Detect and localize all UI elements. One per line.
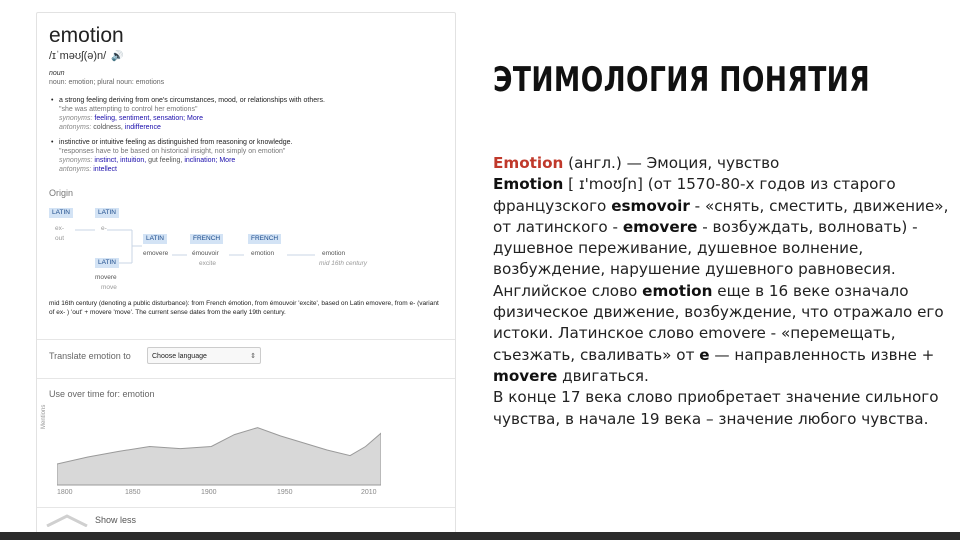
slide-title: ЭТИМОЛОГИЯ ПОНЯТИЯ xyxy=(493,60,871,100)
text: - возбуждать, волновать) - душевное переживание, душевное волнение, возбуждение, нарушение душевного равновесия. xyxy=(493,217,918,279)
y-axis-label: Mentions xyxy=(41,404,47,429)
dictionary-panel xyxy=(36,12,456,534)
origin-tag-latin: LATIN xyxy=(95,258,119,268)
x-tick: 2010 xyxy=(361,489,377,496)
synonyms-links[interactable]: feeling, sentiment, sensation; More xyxy=(94,115,203,122)
origin-word-emouvoir: émouvoir xyxy=(192,250,219,257)
synonyms-label: synonyms: xyxy=(59,115,93,122)
divider xyxy=(37,378,455,379)
x-tick: 1950 xyxy=(277,489,293,496)
origin-tag-latin: LATIN xyxy=(143,234,167,244)
definition-text: instinctive or intuitive feeling as distinguished from reasoning or knowledge. xyxy=(59,139,293,146)
slide-body xyxy=(493,153,960,430)
show-less-button[interactable]: Show less xyxy=(95,515,137,525)
paragraph-2 xyxy=(493,174,960,280)
origin-meaning-move: move xyxy=(101,284,117,291)
language-select-value: Choose language xyxy=(152,353,207,360)
select-arrows-icon: ⇕ xyxy=(250,353,256,360)
origin-heading: Origin xyxy=(49,188,74,198)
paragraph-3 xyxy=(493,281,960,387)
origin-diagram-lines xyxy=(37,13,455,313)
use-over-time-label: Use over time for: emotion xyxy=(49,389,155,399)
chevron-up-icon[interactable] xyxy=(45,513,89,527)
x-tick: 1900 xyxy=(201,489,217,496)
bottom-bar xyxy=(0,532,960,540)
synonym-plain: gut feeling, xyxy=(148,157,183,164)
origin-word-movere: movere xyxy=(95,274,117,281)
part-of-speech-detail: noun: emotion; plural noun: emotions xyxy=(49,79,165,86)
text: - «снять, сместить, движение», от латинского - xyxy=(493,196,949,236)
x-tick: 1850 xyxy=(125,489,141,496)
term-emotion: emotion xyxy=(642,281,713,300)
text: еще в 16 веке означало физическое движение, возбуждение, что отражало его истоки. Латинское слово emovere - «перемещать, съезжать, сваливать» от xyxy=(493,281,944,364)
definition-example: "responses have to be based on historical insight, not simply on emotion" xyxy=(59,148,286,155)
speaker-icon[interactable]: 🔊 xyxy=(111,51,124,62)
origin-word-emotion: emotion xyxy=(322,250,346,257)
usage-area xyxy=(57,428,381,485)
term-e: е xyxy=(699,345,710,364)
antonym-link[interactable]: indifference xyxy=(124,124,161,131)
origin-tag-latin: LATIN xyxy=(95,208,119,218)
origin-word-e: e- xyxy=(101,225,107,232)
language-select[interactable] xyxy=(147,347,261,364)
term-emotion: Emotion xyxy=(493,175,564,194)
origin-tag-french: FRENCH xyxy=(248,234,281,244)
synonyms-label: synonyms: xyxy=(59,157,93,164)
text: Английское слово xyxy=(493,281,643,300)
origin-word-emovere: emovere xyxy=(143,250,169,257)
origin-word-emotion-french: emotion xyxy=(251,250,275,257)
origin-meaning-date: mid 16th century xyxy=(319,260,368,267)
translate-label: Translate emotion to xyxy=(49,351,131,361)
antonym-plain: coldness, xyxy=(93,124,123,131)
definition-2: • instinctive or intuitive feeling as distinguished from reasoning or knowledge. "responses have to be based on historical insight, not simply on emotion" synonyms: instinct, intuition, gut feeling, inclination; More antonyms: intellect xyxy=(59,138,439,174)
origin-meaning-excite: excite xyxy=(199,260,216,267)
term-emotion-red: Emotion xyxy=(493,154,564,172)
paragraph-1 xyxy=(493,153,960,174)
definition-text: a strong feeling deriving from one's circumstances, mood, or relationships with others. xyxy=(59,97,325,104)
definition-example: "she was attempting to control her emotions" xyxy=(59,106,198,113)
text: [ ɪ'moʊʃn] (от 1570-80-х годов из старого французского xyxy=(493,175,896,215)
etymology-text: mid 16th century (denoting a public disturbance): from French émotion, from émouvoir 'excite', based on Latin emovere, from e- (variant of ex- ) 'out' + movere 'move'. The current sense dates from the early 19th century. xyxy=(49,300,439,316)
pronunciation-text: /ɪˈməʊʃ(ə)n/ xyxy=(49,50,107,62)
definition-1: • a strong feeling deriving from one's circumstances, mood, or relationships with others. "she was attempting to control her emotions" synonyms: feeling, sentiment, sensation; More antonyms: coldness, indifference xyxy=(59,96,439,132)
text: двигаться. xyxy=(557,366,649,385)
origin-tag-latin: LATIN xyxy=(49,208,73,218)
x-tick: 1800 xyxy=(57,489,73,496)
text: — направленность извне + xyxy=(709,345,935,364)
origin-tag-french: FRENCH xyxy=(190,234,223,244)
term-esmovoir: esmovoir xyxy=(611,196,690,215)
antonyms-label: antonyms: xyxy=(59,166,92,173)
term-movere: movere xyxy=(493,366,558,385)
synonyms-links-more[interactable]: inclination; More xyxy=(184,157,236,164)
usage-chart xyxy=(57,407,381,487)
divider xyxy=(37,339,455,340)
part-of-speech: noun xyxy=(49,70,65,77)
paragraph-4: В конце 17 века слово приобретает значение сильного чувства, в начале 19 века – значение любого чувства. xyxy=(493,388,939,428)
term-emovere: emovere xyxy=(622,217,698,236)
synonyms-links[interactable]: instinct, intuition, xyxy=(94,157,147,164)
antonym-link[interactable]: intellect xyxy=(93,166,117,173)
text: (англ.) — Эмоция, чувство xyxy=(563,154,780,172)
origin-word-ex: ex- xyxy=(55,225,65,232)
origin-meaning-out: out xyxy=(55,235,65,242)
divider xyxy=(37,507,455,508)
antonyms-label: antonyms: xyxy=(59,124,92,131)
headword: emotion xyxy=(49,24,124,47)
